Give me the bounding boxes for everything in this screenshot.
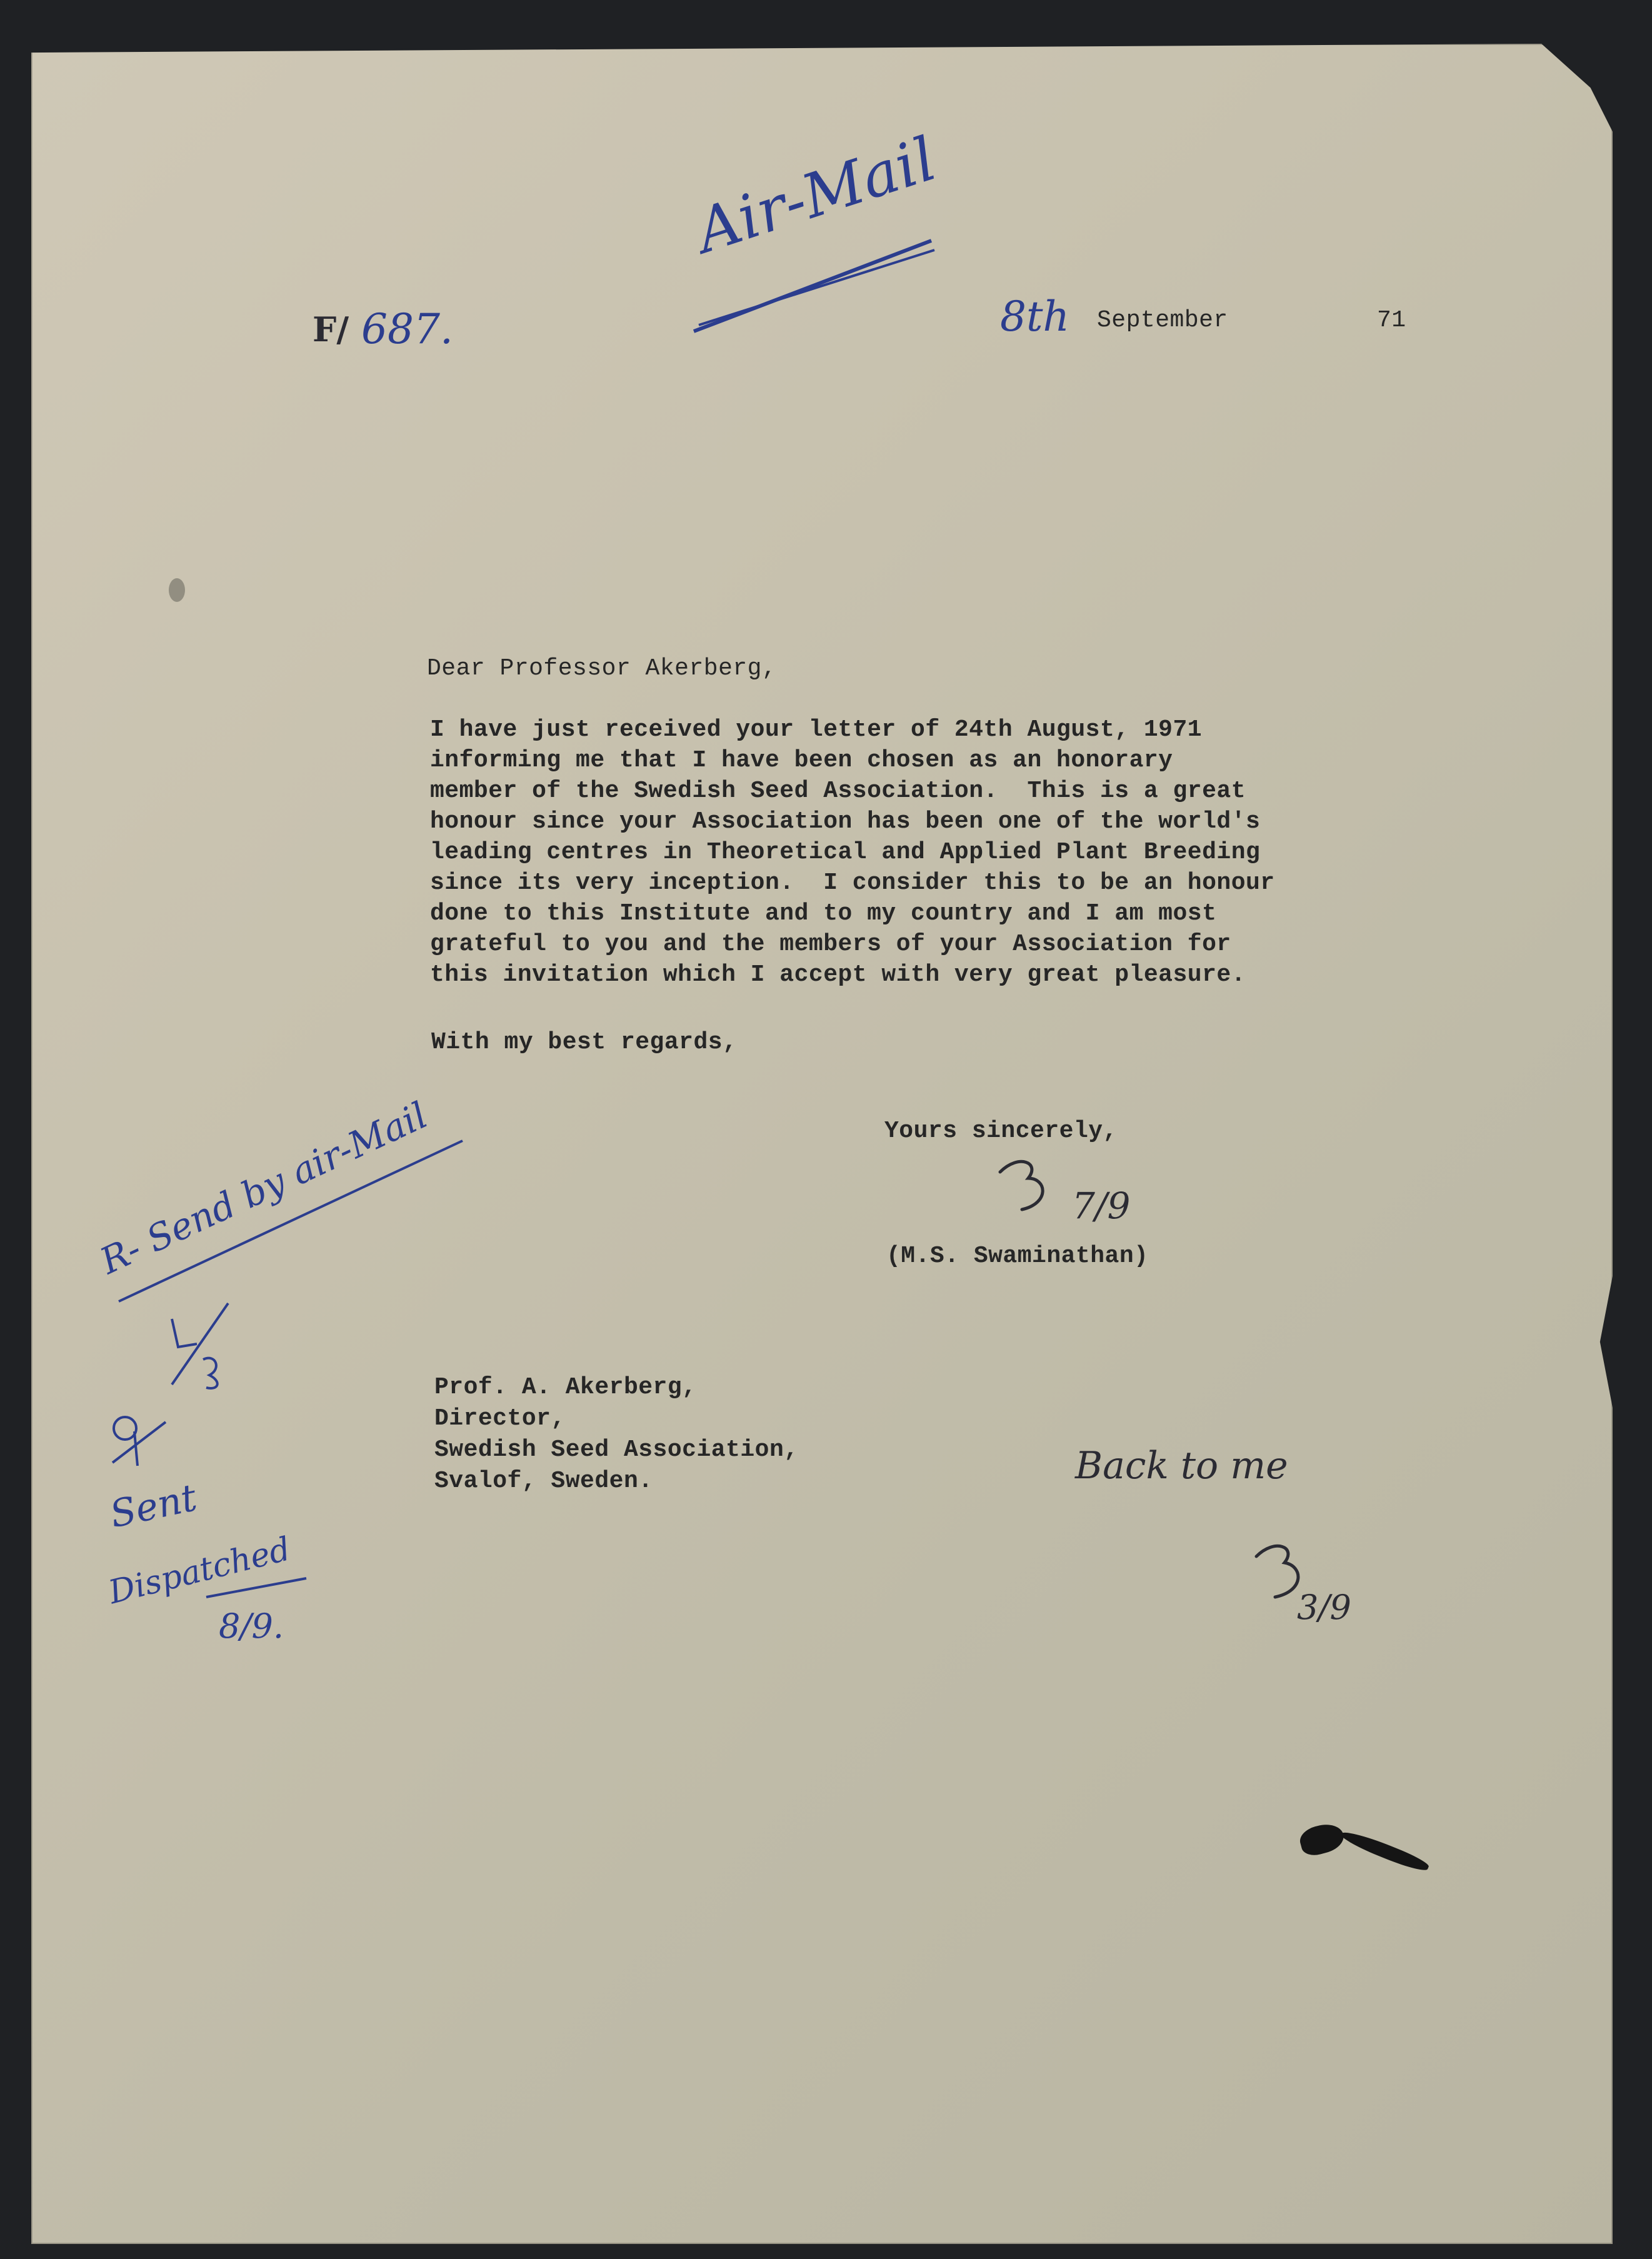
initials-date: 3/9 bbox=[1297, 1588, 1351, 1627]
date-day-handwritten: 8th bbox=[1000, 293, 1070, 341]
body-line: grateful to you and the members of your Association for bbox=[430, 931, 1231, 958]
address-line: Director, bbox=[434, 1405, 566, 1432]
signature-date: 7/9 bbox=[1072, 1185, 1131, 1227]
dispatched-note: Dispatched bbox=[105, 1530, 294, 1612]
address-line: Svalof, Sweden. bbox=[434, 1468, 653, 1495]
margin-note-underline-icon bbox=[116, 1138, 466, 1306]
airmail-underline-icon bbox=[688, 238, 938, 338]
body-line: done to this Institute and to my country and I am most bbox=[430, 900, 1217, 927]
ref-number: 687. bbox=[361, 305, 453, 353]
back-to-me-note: Back to me bbox=[1075, 1444, 1288, 1488]
handwritten-airmail-top: Air-Mail bbox=[688, 123, 944, 267]
salutation: Dear Professor Akerberg, bbox=[427, 655, 777, 682]
signature-mark-icon bbox=[994, 1150, 1069, 1219]
date-year: 71 bbox=[1377, 307, 1406, 334]
dispatch-date: 8/9. bbox=[219, 1606, 284, 1646]
body-line: since its very inception. I consider this to be an honour bbox=[430, 869, 1275, 896]
regards-line: With my best regards, bbox=[431, 1029, 738, 1056]
initials-mark-icon bbox=[159, 1300, 241, 1394]
q-mark-icon bbox=[103, 1410, 172, 1478]
body-line: informing me that I have been chosen as an honorary bbox=[430, 747, 1173, 774]
closing: Yours sincerely, bbox=[884, 1118, 1118, 1145]
ref-prefix: F/ bbox=[313, 309, 349, 349]
body-line: leading centres in Theoretical and Applied Plant Breeding bbox=[430, 839, 1261, 866]
body-line: I have just received your letter of 24th August, 1971 bbox=[430, 716, 1203, 743]
address-line: Swedish Seed Association, bbox=[434, 1436, 799, 1463]
sent-note: Sent bbox=[106, 1476, 201, 1537]
signatory-name: (M.S. Swaminathan) bbox=[886, 1243, 1149, 1270]
dispatched-underline-icon bbox=[203, 1575, 309, 1600]
date-month: September bbox=[1097, 307, 1228, 334]
body-line: honour since your Association has been one of the world's bbox=[430, 808, 1261, 835]
body-line: member of the Swedish Seed Association. This is a great bbox=[430, 778, 1246, 804]
body-line: this invitation which I accept with very great pleasure. bbox=[430, 961, 1246, 988]
smudge-mark bbox=[169, 578, 185, 602]
margin-note-airmail: R- Send by air-Mail bbox=[94, 1093, 434, 1283]
address-line: Prof. A. Akerberg, bbox=[434, 1374, 697, 1401]
